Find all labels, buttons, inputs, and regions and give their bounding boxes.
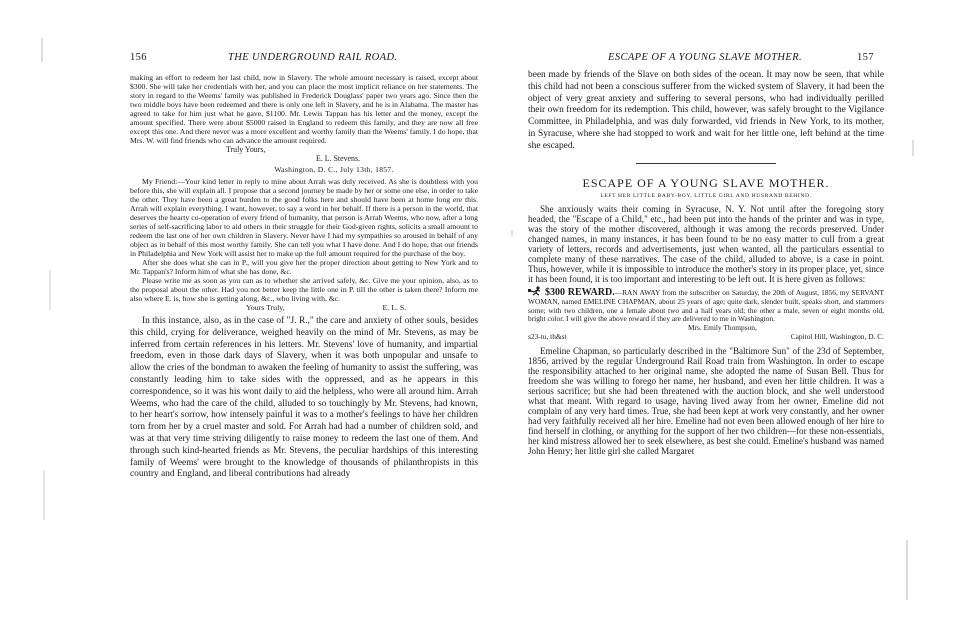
advert-body: —RAN AWAY from the subscriber on Saturday, the 20th of August, 1856, my SERVANT WOMAN, named EMELINE CHAPMAN, about 25 years of age; quite dark, slender built, speaks short, and stammers some; with two children, one a female about two and a half years old; the other a male, seven or eight months old, bright color. I will give the above reward if they are delivered to me in Washington. [528, 288, 885, 324]
letter2-dateline: Washington, D. C., July 13th, 1857. [274, 165, 394, 174]
intro-text: She anxiously waits their coming in Syracuse, N. Y. Not until after the foregoing story headed, the "Escape of a Child," etc., had been put into the hands of the printer and was in type, was the story of the mother discovered, although it was among the records preserved. Under changed names, in many instances, it has been found to be no easy matter to cull from a great variety of letters, records and advertisements, just when wanted, all the particulars essential to complete many of these narratives. The case of the child, alluded to above, is a case in point. Thus, however, while it is impossible to introduce the mother's story in its proper place, yet, since it has been found, it is too important and interesting to be left out. It is here given as follows: [528, 203, 884, 285]
right-page [528, 70, 884, 457]
letter2-signoff [246, 303, 478, 312]
letter2-paragraph-1: My Friend:—Your kind letter in reply to mine about Arrah was duly received. As she is doubtless with you before this, she will explain all. I propose that a second journey be made by her or some one else, in order to take the other. They have been a great burden to the good folks here and should have been at home long ere this. Arrah will explain everything. I want, however, to say a word in her behalf. If there is a person in the world, that deserves the hearty co-operation of every friend of humanity, that person is Arrah Weems, who now, after a long series of self-sacrificing labor to aid others in their struggle for their God-given rights, solicits a small amount to redeem the last one of her own children in Slavery. Never have I had my sympathies so aroused in behalf of any object as in behalf of this most worthy family. She can tell you what I have done. And I do hope, that our friends in Philadelphia and New York will assist her to make up the full amount required for the purchase of the boy. [130, 177, 478, 258]
continued-text: been made by friends of the Slave on both sides of the ocean. It may now be seen, that while this child had not been a conscious sufferer from the wicked system of Slavery, it had been the object of very great anxiety and suffering to several persons, who had individually perilled their own freedom for its redemption. This child, however, was safely brought to the Vigilance Committee, in Philadelphia, and was duly forwarded, vid friends in New York, to its mother, in Syracuse, where she had stopped to work and wait for her little one, left behind at the time she escaped. [528, 70, 884, 151]
right-page-number: 157 [857, 52, 874, 63]
letter1-body: making an effort to redeem her last child, now in Slavery. The whole amount necessary is raised, except about $300. She will take her credentials with her, and you can place the most implicit reliance on her statements. The story in regard to the Weems' family was published in Frederick Douglass' paper two years ago. Since then the two middle boys have been redeemed and there is only one left in Slavery, and he is in Alabama. The master has agreed to take for him just what he gave, $1100. Mr. Lewis Tappan has his letter and the money, except the amount specified. There were about $5000 raised in England to redeem this family, and they are now all free except this one. And there never was a more excellent and worthy family than the Weems' family. I do hope, that Mrs. W. will find friends who can advance the amount required. [130, 73, 478, 145]
left-page [130, 73, 478, 481]
reward-amount: $300 REWARD. [545, 287, 615, 299]
right-running-title: ESCAPE OF A YOUNG SLAVE MOTHER. [608, 52, 803, 63]
left-running-title: THE UNDERGROUND RAIL ROAD. [228, 52, 398, 63]
chapter-heading: ESCAPE OF A YOUNG SLAVE MOTHER. [582, 175, 830, 190]
letter2-paragraph-3: Please write me as soon as you can as to whether she arrived safely, &c. Give me your opinion, also, as to the proposal about the other. Had you not better keep the little one in P. till the other is taken there? Inform me also where E. is, how she is getting along, &c., who living with, &c. [130, 276, 478, 303]
story-text: Emeline Chapman, so particularly described in the "Baltimore Sun" of the 23d of September, 1856, arrived by the regular Underground Rail Road train from Washington. In order to escape the responsibility attached to her original name, she adopted the name of Susan Bell. Thus for freedom she was willing to forego her name, her husband, and even her little children. It was a serious sacrifice; but she had been threatened with the auction block, and she well understood what that meant. With regard to usage, having lived away from her owner, Emeline did not complain of any very hard times. True, she had been kept at work very constantly, and her owner had very faithfully received all her hire. Emeline had not even been allowed enough of her hire to find herself in clothing, or anything for the support of her two children—for these non-essentials, her kind mistress allowed her to seek elsewhere, as best she could. Emeline's husband was named John Henry; her little girl she called Margaret [528, 345, 884, 457]
letter1-signature: E. L. Stevens. [316, 154, 361, 163]
letter1-closing: Truly Yours, [226, 145, 266, 154]
reward-advertisement [528, 286, 884, 341]
letter1-signoff [226, 145, 478, 163]
runaway-figure-icon [528, 286, 542, 296]
letter2-body [130, 177, 478, 303]
advert-signature-name: Mrs. Emily Thompson, [688, 323, 757, 333]
narrative-text: In this instance, also, as in the case of "J. R.," the care and anxiety of other souls, besides this child, crying for deliverance, weighed heavily on the mind of Mr. Stevens, as may be inferred from certain references in his letters. Mr. Stevens' love of humanity, and impartial freedom, even in those dark days of Slavery, when it was both unpopular and unsafe to allow the cries of the bondman to awaken the feeling of humanity to assist the suffering, was constantly leading him to take sides with the oppressed, and as he appears in this correspondence, so it was his wont daily to aid the helpless, who were all around him. Arrah Weems, who had the care of the child, alluded to so touchingly by Mr. Stevens, had known, to her heart's sorrow, how intensely painful it was to a mother's feelings to have her children torn from her by a cruel master and sold. For Arrah had had a number of children sold, and was at that very time striving diligently to raise money to redeem the last one of them. And through such kind-hearted friends as Mr. Stevens, the peculiar hardships of this interesting family of Weems' were brought to the knowledge of thousands of philanthropists in this country and England, and liberal contributions had already [130, 316, 478, 480]
left-page-number: 156 [130, 52, 147, 63]
letter2-signature: E. L. S. [382, 303, 407, 312]
letter2-closing: Yours Truly, [246, 303, 285, 312]
advert-code: s23-tu, th&st [528, 331, 567, 341]
letter2-paragraph-2: After she does what she can in P., will you give her the proper direction about getting to New York and to Mr. Tappan's? Inform him of what she has done, &c. [130, 258, 478, 276]
advert-signature-address: Capitol Hill, Washington, D. C. [790, 331, 884, 341]
section-divider [636, 163, 776, 164]
chapter-subheading: LEFT HER LITTLE BABY-BOY, LITTLE GIRL AND HUSBAND BEHIND. [600, 192, 812, 199]
